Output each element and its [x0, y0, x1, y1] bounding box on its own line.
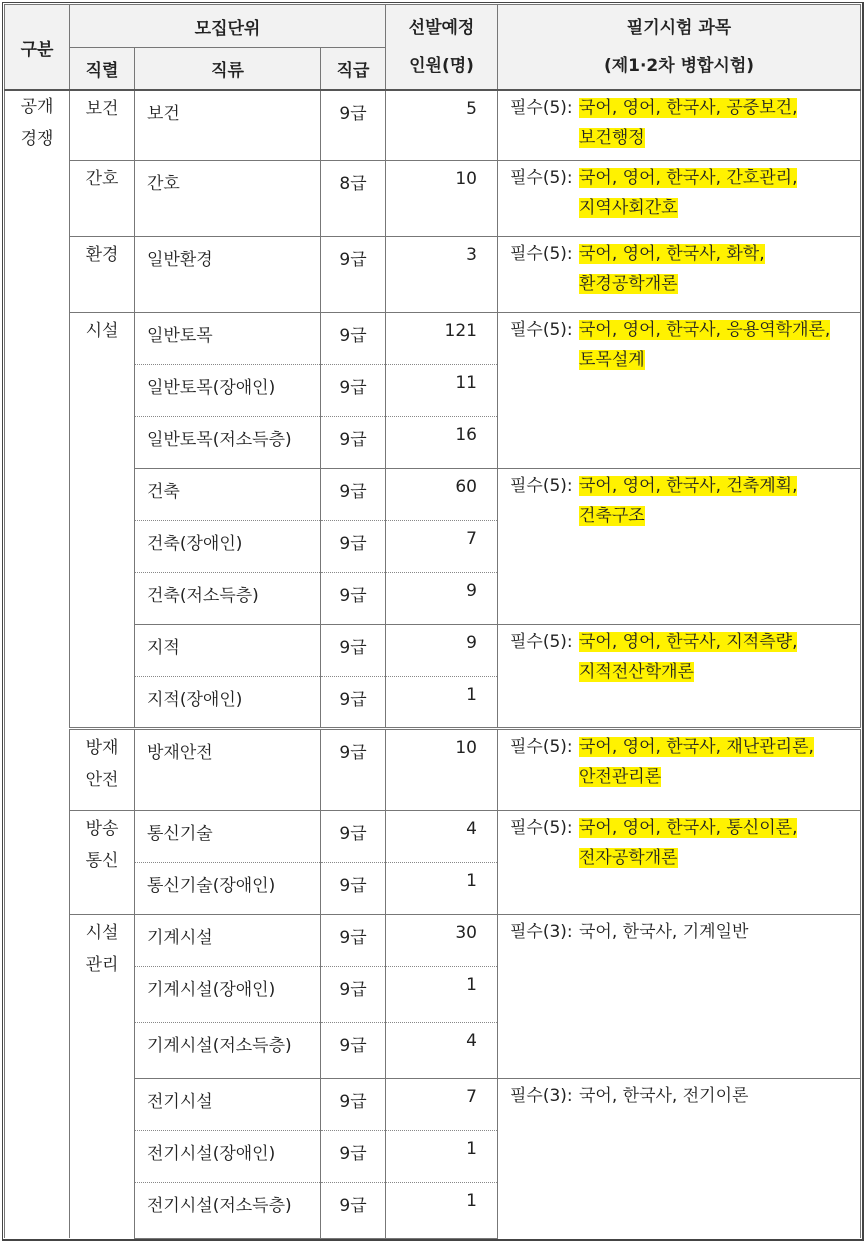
- count-cell: 60: [386, 468, 498, 520]
- subject-cell: [498, 624, 861, 728]
- subject-cell: [498, 728, 861, 810]
- grade-cell: 9급: [321, 520, 386, 572]
- subject-line1: 국어, 영어, 한국사, 화학,: [579, 243, 765, 264]
- category-cell: 일반환경: [135, 236, 321, 312]
- grade-cell: 9급: [321, 312, 386, 364]
- recruitment-table: [4, 4, 861, 1239]
- series-label: 보건: [85, 99, 119, 119]
- count-cell: 9: [386, 572, 498, 624]
- category-cell: 지적(장애인): [135, 676, 321, 728]
- grade-cell: 9급: [321, 1078, 386, 1130]
- header-series: 직렬: [70, 48, 135, 91]
- grade-cell: 9급: [321, 914, 386, 966]
- subject-line2: 환경공학개론: [579, 273, 678, 294]
- subject-prefix: 필수(3):: [510, 1085, 573, 1106]
- category-cell: 일반토목: [135, 312, 321, 364]
- count-cell: 4: [386, 810, 498, 862]
- header-count: [386, 5, 498, 91]
- subject-line2: 지역사회간호: [579, 197, 678, 218]
- subject-line1: 국어, 영어, 한국사, 공중보건,: [579, 98, 798, 118]
- subject-line2: 전자공학개론: [579, 847, 678, 868]
- count-cell: 9: [386, 624, 498, 676]
- grade-cell: 9급: [321, 1182, 386, 1238]
- category-cell: 통신기술(장애인): [135, 862, 321, 914]
- count-cell: 10: [386, 160, 498, 236]
- series-label: 간호: [85, 168, 119, 189]
- count-cell: 121: [386, 312, 498, 364]
- category-cell: 일반토목(저소득층): [135, 416, 321, 468]
- grade-cell: 9급: [321, 624, 386, 676]
- category-cell: 기계시설(저소득층): [135, 1022, 321, 1078]
- category-cell: 기계시설: [135, 914, 321, 966]
- category-cell: 지적: [135, 624, 321, 676]
- category-cell: 통신기술: [135, 810, 321, 862]
- grade-cell: 9급: [321, 572, 386, 624]
- count-cell: 1: [386, 676, 498, 728]
- subject-prefix: 필수(5):: [510, 243, 573, 264]
- count-cell: 11: [386, 364, 498, 416]
- header-count-line1: 선발예정: [408, 18, 475, 38]
- subject-prefix: 필수(5):: [510, 319, 573, 340]
- count-cell: 10: [386, 728, 498, 810]
- subject-line2: 지적전산학개론: [579, 661, 694, 682]
- series-label: 시설: [85, 922, 119, 943]
- count-cell: 1: [386, 1130, 498, 1182]
- subject-line1: 국어, 영어, 한국사, 지적측량,: [579, 631, 798, 652]
- header-unit: 모집단위: [70, 5, 386, 48]
- category-cell: 전기시설(장애인): [135, 1130, 321, 1182]
- series-label: 방송: [85, 818, 119, 839]
- subject-cell: [498, 236, 861, 312]
- count-cell: 4: [386, 1022, 498, 1078]
- header-category: 직류: [135, 48, 321, 91]
- count-cell: 16: [386, 416, 498, 468]
- series-label: 방재: [85, 737, 119, 758]
- subject-prefix: 필수(5):: [510, 167, 573, 188]
- category-cell: 건축(저소득층): [135, 572, 321, 624]
- subject-line2: 토목설계: [579, 349, 645, 370]
- subject-line1: 국어, 한국사, 기계일반: [579, 921, 749, 942]
- series-cell: [70, 160, 135, 236]
- series-label: 통신: [85, 850, 119, 871]
- table-row: [5, 90, 861, 160]
- series-label: 환경: [85, 244, 119, 265]
- count-cell: 3: [386, 236, 498, 312]
- series-cell: [70, 810, 135, 914]
- category-cell: 건축(장애인): [135, 520, 321, 572]
- table-row: [5, 236, 861, 312]
- count-cell: 30: [386, 914, 498, 966]
- subject-prefix: 필수(5):: [510, 475, 573, 496]
- subject-prefix: 필수(5):: [510, 98, 573, 118]
- subject-line1: 국어, 영어, 한국사, 건축계획,: [579, 475, 798, 496]
- count-cell: 1: [386, 1182, 498, 1238]
- subject-cell: [498, 160, 861, 236]
- subject-prefix: 필수(3):: [510, 921, 573, 942]
- series-cell: [70, 312, 135, 728]
- category-cell: 일반토목(장애인): [135, 364, 321, 416]
- header-grade: 직급: [321, 48, 386, 91]
- grade-cell: 9급: [321, 416, 386, 468]
- subject-cell: [498, 468, 861, 624]
- table-row: [5, 160, 861, 236]
- category-cell: 보건: [135, 90, 321, 160]
- category-cell: 기계시설(장애인): [135, 966, 321, 1022]
- gubun-line1: 공개: [20, 97, 54, 117]
- count-cell: 1: [386, 966, 498, 1022]
- count-cell: 7: [386, 1078, 498, 1130]
- subject-cell: [498, 90, 861, 160]
- table-row: [5, 728, 861, 810]
- gubun-cell: [5, 90, 70, 1238]
- header-gubun: 구분: [5, 5, 70, 91]
- category-cell: 전기시설(저소득층): [135, 1182, 321, 1238]
- header-count-line2: 인원(명): [409, 56, 474, 76]
- count-cell: 5: [386, 90, 498, 160]
- table-row: [5, 914, 861, 966]
- grade-cell: 9급: [321, 468, 386, 520]
- subject-line1: 국어, 영어, 한국사, 간호관리,: [579, 167, 798, 188]
- subject-prefix: 필수(5):: [510, 736, 573, 757]
- table-body: [5, 90, 861, 1238]
- gubun-line2: 경쟁: [20, 129, 54, 149]
- category-cell: 전기시설: [135, 1078, 321, 1130]
- category-cell: 건축: [135, 468, 321, 520]
- subject-line2: 보건행정: [579, 128, 645, 148]
- series-cell: [70, 914, 135, 1238]
- count-cell: 7: [386, 520, 498, 572]
- series-label: 시설: [85, 320, 119, 341]
- grade-cell: 9급: [321, 1130, 386, 1182]
- subject-cell: [498, 914, 861, 1078]
- header-subject-line1: 필기시험 과목: [626, 18, 732, 38]
- table-row: [5, 312, 861, 364]
- subject-line1: 국어, 영어, 한국사, 통신이론,: [579, 817, 798, 838]
- grade-cell: 9급: [321, 810, 386, 862]
- subject-line2: 안전관리론: [579, 766, 662, 787]
- grade-cell: 9급: [321, 862, 386, 914]
- subject-prefix: 필수(5):: [510, 817, 573, 838]
- series-cell: [70, 728, 135, 810]
- grade-cell: 9급: [321, 1022, 386, 1078]
- series-label: 관리: [85, 954, 119, 975]
- header-subject-line2: (제1·2차 병합시험): [603, 56, 755, 76]
- grade-cell: 8급: [321, 160, 386, 236]
- subject-cell: [498, 1078, 861, 1238]
- grade-cell: 9급: [321, 236, 386, 312]
- subject-line1: 국어, 한국사, 전기이론: [579, 1085, 749, 1106]
- subject-line1: 국어, 영어, 한국사, 응용역학개론,: [579, 319, 831, 340]
- table-row: [5, 810, 861, 862]
- grade-cell: 9급: [321, 676, 386, 728]
- subject-line1: 국어, 영어, 한국사, 재난관리론,: [579, 736, 814, 757]
- count-cell: 1: [386, 862, 498, 914]
- series-label: 안전: [85, 769, 119, 790]
- grade-cell: 9급: [321, 90, 386, 160]
- subject-cell: [498, 312, 861, 468]
- header-subject: [498, 5, 861, 91]
- category-cell: 방재안전: [135, 728, 321, 810]
- subject-prefix: 필수(5):: [510, 631, 573, 652]
- subject-line2: 건축구조: [579, 505, 645, 526]
- grade-cell: 9급: [321, 364, 386, 416]
- grade-cell: 9급: [321, 966, 386, 1022]
- category-cell: 간호: [135, 160, 321, 236]
- subject-cell: [498, 810, 861, 914]
- grade-cell: 9급: [321, 728, 386, 810]
- series-cell: [70, 236, 135, 312]
- series-cell: [70, 90, 135, 160]
